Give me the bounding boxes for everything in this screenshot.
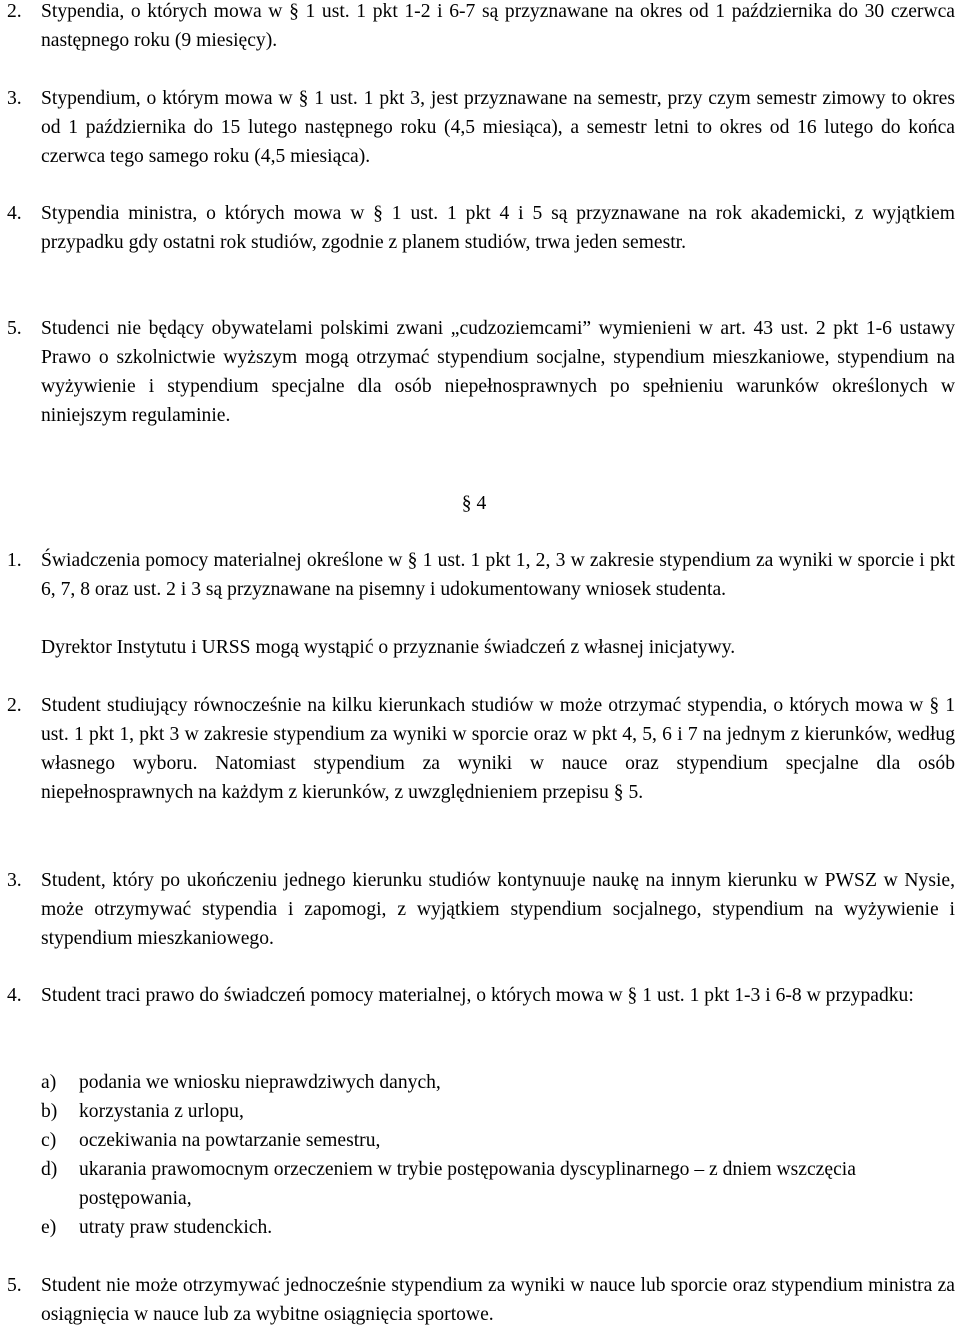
list-item-letter: c) bbox=[41, 1130, 57, 1151]
list-item-letter: e) bbox=[41, 1217, 57, 1238]
paragraph-text: Student traci prawo do świadczeń pomocy materialnej, o których mowa w § 1 ust. 1 pkt 1-3 i 6-8 w przypadku: bbox=[41, 985, 914, 1006]
paragraph-text: Student, który po ukończeniu jednego kierunku studiów kontynuuje naukę na innym kierunku w PWSZ w Nysie, może otrzymywać stypendia i zapomogi, z wyjątkiem stypendium socjalnego, stypendium na wyżywienie i stypendium mieszkaniowego. bbox=[41, 870, 955, 949]
paragraph-4-main bbox=[7, 981, 955, 1010]
paragraph-1-extra: Dyrektor Instytutu i URSS mogą wystąpić o przyznanie świadczeń z własnej inicjatywy. bbox=[41, 637, 736, 658]
list-item-letter: d) bbox=[41, 1159, 58, 1180]
list-item-text: podania we wniosku nieprawdziwych danych, bbox=[79, 1072, 441, 1093]
paragraph-4 bbox=[7, 199, 955, 257]
list-item-text: utraty praw studenckich. bbox=[79, 1217, 273, 1238]
paragraph-number: 4. bbox=[7, 203, 22, 224]
paragraph-number: 2. bbox=[7, 695, 22, 716]
paragraph-5 bbox=[7, 314, 955, 430]
list-item-c bbox=[41, 1126, 901, 1155]
paragraph-2-main bbox=[7, 691, 955, 807]
list-item-e bbox=[41, 1213, 901, 1242]
paragraph-number: 3. bbox=[7, 88, 22, 109]
paragraph-number: 5. bbox=[7, 318, 22, 339]
list-item-letter: b) bbox=[41, 1101, 58, 1122]
paragraph-number: 1. bbox=[7, 550, 22, 571]
paragraph-number: 2. bbox=[7, 1, 22, 22]
paragraph-2 bbox=[7, 0, 955, 55]
paragraph-number: 3. bbox=[7, 870, 22, 891]
paragraph-3 bbox=[7, 84, 955, 171]
paragraph-number: 4. bbox=[7, 985, 22, 1006]
paragraph-5-main bbox=[7, 1271, 955, 1329]
list-item-letter: a) bbox=[41, 1072, 57, 1093]
paragraph-text: Studenci nie będący obywatelami polskimi zwani „cudzoziemcami” wymienieni w art. 43 ust. 2 pkt 1-6 ustawy Prawo o szkolnictwie wyższym mogą otrzymać stypendium socjalne, stypendium mieszkaniowe, stypendium na wyżywienie i stypendium specjalne dla osób niepełnosprawnych po spełnieniu warunków określonych w niniejszym regulaminie. bbox=[41, 318, 955, 426]
paragraph-text: Stypendia, o których mowa w § 1 ust. 1 pkt 1-2 i 6-7 są przyznawane na okres od 1 października do 30 czerwca następnego roku (9 miesięcy). bbox=[41, 1, 955, 51]
paragraph-text: Świadczenia pomocy materialnej określone w § 1 ust. 1 pkt 1, 2, 3 w zakresie stypendium za wyniki w sporcie i pkt 6, 7, 8 oraz ust. 2 i 3 są przyznawane na pisemny i udokumentowany wniosek studenta. bbox=[41, 550, 955, 600]
paragraph-text: Student nie może otrzymywać jednocześnie stypendium za wyniki w nauce lub sporcie oraz stypendium ministra za osiągnięcia w nauce lub za wybitne osiągnięcia sportowe. bbox=[41, 1275, 955, 1325]
list-item-text: oczekiwania na powtarzanie semestru, bbox=[79, 1130, 381, 1151]
paragraph-text: Student studiujący równocześnie na kilku kierunkach studiów w może otrzymać stypendia, o których mowa w § 1 ust. 1 pkt 1, pkt 3 w zakresie stypendium za wyniki w sporcie oraz w pkt 4, 5, 6 i 7 na jednym z kierunków, według własnego wyboru. Natomiast stypendium za wyniki w nauce oraz stypendium specjalne dla osób niepełnosprawnych na każdym z kierunków, z uwzględnieniem przepisu § 5. bbox=[41, 695, 955, 803]
paragraph-text: Stypendia ministra, o których mowa w § 1 ust. 1 pkt 4 i 5 są przyznawane na rok akademicki, z wyjątkiem przypadku gdy ostatni rok studiów, zgodnie z planem studiów, trwa jeden semestr. bbox=[41, 203, 955, 253]
paragraph-number: 5. bbox=[7, 1275, 22, 1296]
paragraph-1 bbox=[7, 546, 955, 604]
list-item-b bbox=[41, 1097, 901, 1126]
list-item-text: ukarania prawomocnym orzeczeniem w trybie postępowania dyscyplinarnego – z dniem wszczęcia postępowania, bbox=[79, 1159, 856, 1209]
paragraph-3-main bbox=[7, 866, 955, 953]
list-item-text: korzystania z urlopu, bbox=[79, 1101, 244, 1122]
list-item-d bbox=[41, 1155, 901, 1213]
list-item-a bbox=[41, 1068, 901, 1097]
paragraph-text: Stypendium, o którym mowa w § 1 ust. 1 pkt 3, jest przyznawane na semestr, przy czym semestr zimowy to okres od 1 października do 15 lutego następnego roku (4,5 miesiąca), a semestr letni to okres od 16 lutego do końca czerwca tego samego roku (4,5 miesiąca). bbox=[41, 88, 955, 167]
section-heading: § 4 bbox=[461, 493, 487, 514]
